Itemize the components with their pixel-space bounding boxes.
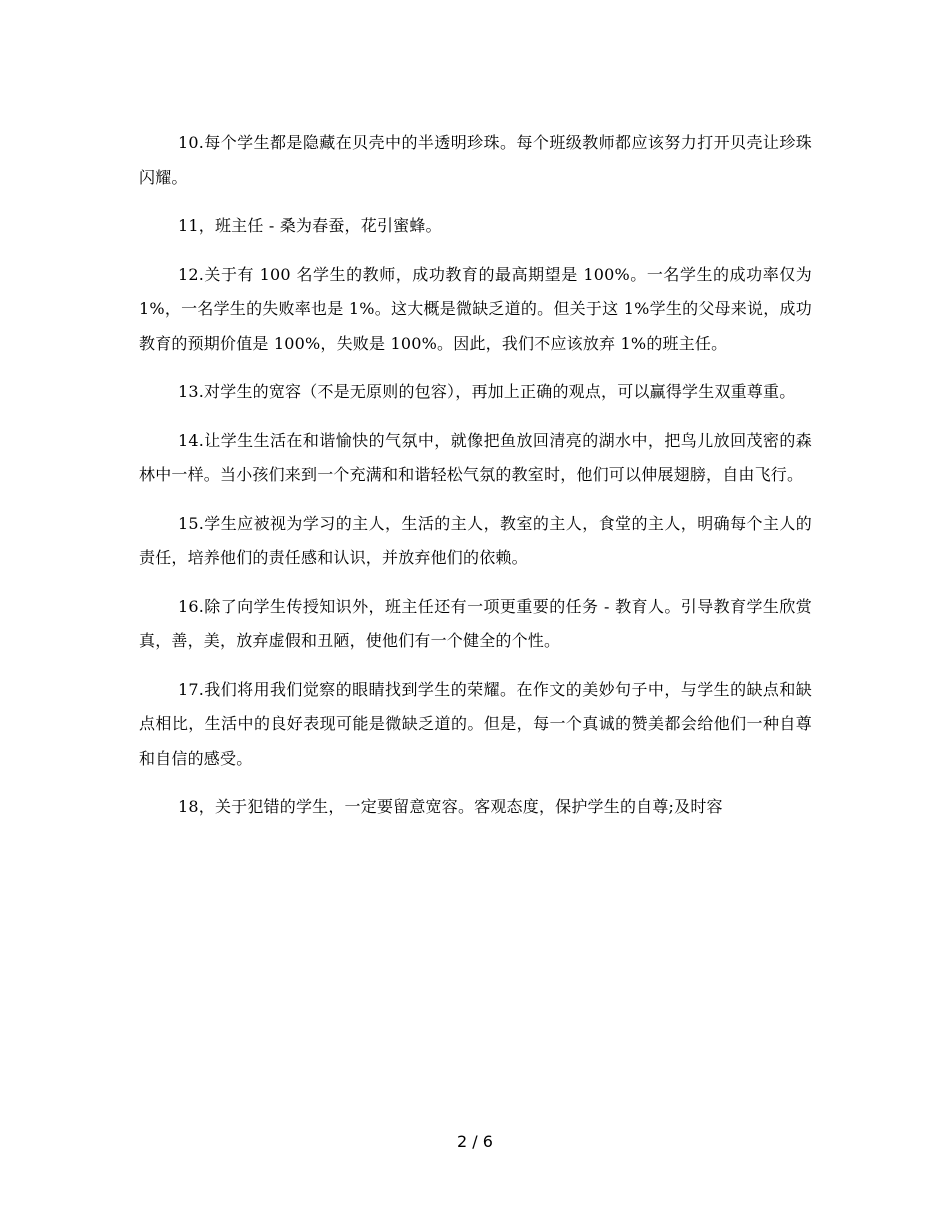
paragraph-10: 10.每个学生都是隐藏在贝壳中的半透明珍珠。每个班级教师都应该努力打开贝壳让珍珠闪耀。 — [139, 133, 812, 187]
paragraph-11: 11，班主任 - 桑为春蚕，花引蜜蜂。 — [178, 216, 442, 235]
paragraph-18: 18，关于犯错的学生，一定要留意宽容。客观态度，保护学生的自尊;及时容 — [178, 797, 723, 816]
paragraph-13: 13.对学生的宽容（不是无原则的包容），再加上正确的观点，可以赢得学生双重尊重。 — [178, 382, 796, 401]
page-number: 2 / 6 — [457, 1132, 493, 1151]
paragraph-16: 16.除了向学生传授知识外，班主任还有一项更重要的任务 - 教育人。引导教育学生欣赏真，善，美，放弃虚假和丑陋，使他们有一个健全的个性。 — [139, 596, 812, 650]
paragraph-12: 12.关于有 100 名学生的教师，成功教育的最高期望是 100%。一名学生的成功率仅为 1%，一名学生的失败率也是 1%。这大概是微缺乏道的。但关于这 1%学生的父母来说，成功教育的预期价值是 100%，失败是 100%。因此，我们不应该放弃 1%的班主任。 — [139, 264, 812, 353]
paragraph-15: 15.学生应被视为学习的主人，生活的主人，教室的主人，食堂的主人，明确每个主人的责任，培养他们的责任感和认识，并放弃他们的依赖。 — [139, 513, 812, 567]
paragraph-17: 17.我们将用我们觉察的眼睛找到学生的荣耀。在作文的美妙句子中，与学生的缺点和缺点相比，生活中的良好表现可能是微缺乏道的。但是，每一个真诚的赞美都会给他们一种自尊和自信的感受。 — [139, 679, 812, 768]
paragraph-14: 14.让学生生活在和谐愉快的气氛中，就像把鱼放回清亮的湖水中，把鸟儿放回茂密的森林中一样。当小孩们来到一个充满和和谐轻松气氛的教室时，他们可以伸展翅膀，自由飞行。 — [139, 430, 812, 484]
document-body — [139, 126, 812, 825]
